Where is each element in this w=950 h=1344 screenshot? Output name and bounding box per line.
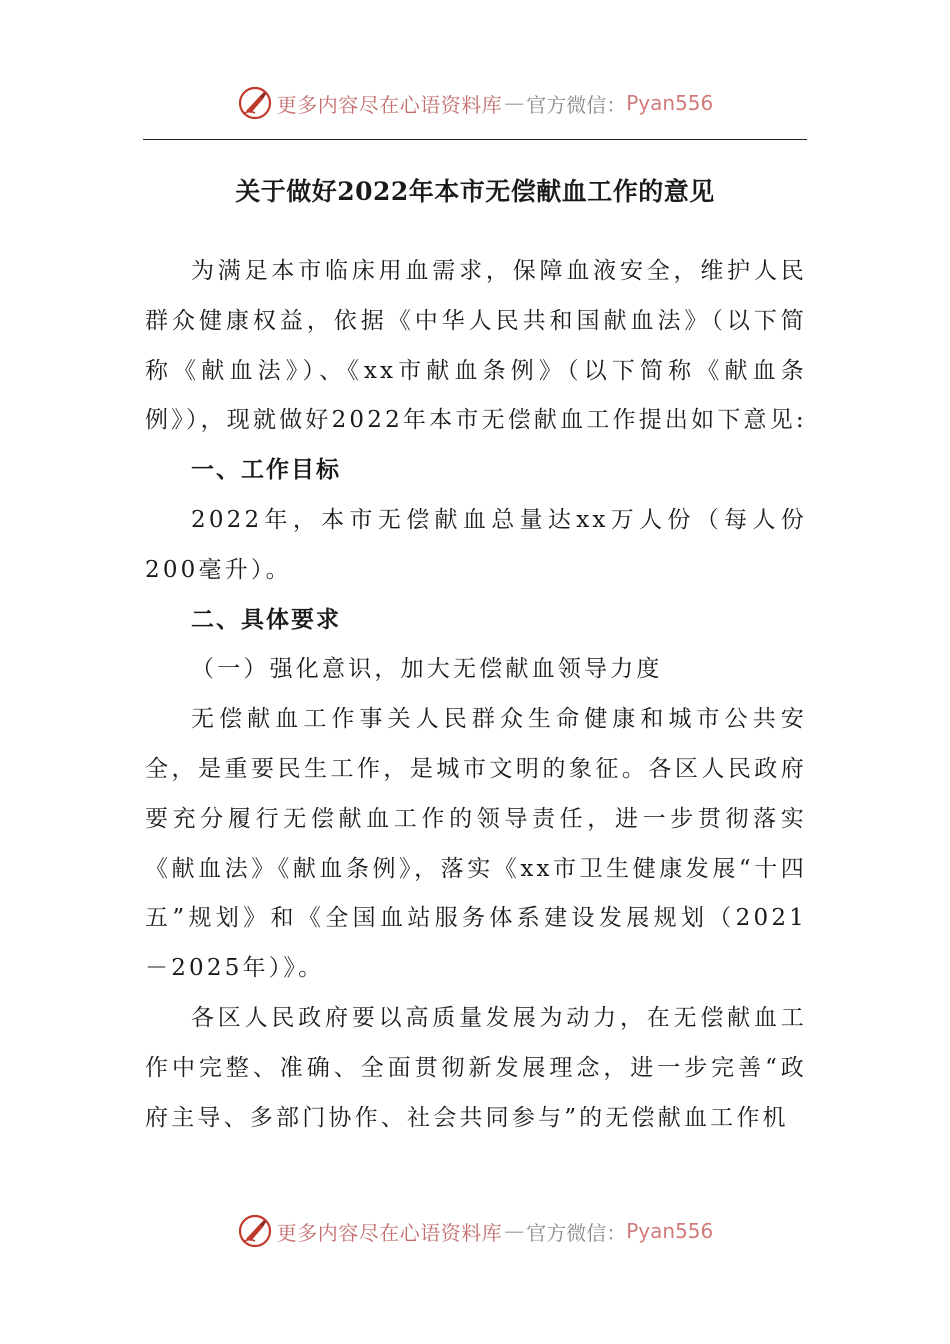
header-divider xyxy=(143,139,807,140)
document-body xyxy=(145,247,807,1143)
banner-wechat-id: Pyan556 xyxy=(626,91,714,115)
banner-wechat-id: Pyan556 xyxy=(626,1219,714,1243)
section-heading-goals: 一、工作目标 xyxy=(191,457,341,484)
section-heading-requirements: 二、具体要求 xyxy=(191,606,341,633)
banner-label: 官方微信： xyxy=(526,1220,627,1245)
document-title: 关于做好2022年本市无偿献血工作的意见 xyxy=(235,177,715,206)
intro-paragraph: 为满足本市临床用血需求，保障血液安全，维护人民群众健康权益，依据《中华人民共和国献血法》（以下简称《献血法》）、《xx市献血条例》（以下简称《献血条例》），现就做好2022年本市无偿献血工作提出如下意见: xyxy=(145,258,807,434)
banner-text: 更多内容尽在心语资料库 xyxy=(276,92,503,117)
footer-watermark-banner xyxy=(0,1206,950,1256)
banner-dash: — xyxy=(504,91,525,115)
pen-logo-icon xyxy=(237,85,273,121)
banner-label: 官方微信： xyxy=(526,92,627,117)
leadership-paragraph-2: 各区人民政府要以高质量发展为动力，在无偿献血工作中完整、准确、全面贯彻新发展理念，进一步完善“政府主导、多部门协作、社会共同参与”的无偿献血工作机 xyxy=(145,1004,807,1131)
subsection-heading-leadership: （一）强化意识，加大无偿献血领导力度 xyxy=(191,656,663,683)
header-watermark-banner xyxy=(0,78,950,128)
banner-text: 更多内容尽在心语资料库 xyxy=(276,1220,503,1245)
banner-dash: — xyxy=(504,1219,525,1243)
leadership-paragraph-1: 无偿献血工作事关人民群众生命健康和城市公共安全，是重要民生工作，是城市文明的象征。各区人民政府要充分履行无偿献血工作的领导责任，进一步贯彻落实《献血法》《献血条例》，落实《xx市卫生健康发展“十四五”规划》和《全国血站服务体系建设发展规划（2021－2025年）》。 xyxy=(145,706,807,982)
goals-paragraph: 2022年，本市无偿献血总量达xx万人份（每人份200毫升）。 xyxy=(145,506,807,583)
pen-logo-icon xyxy=(237,1213,273,1249)
